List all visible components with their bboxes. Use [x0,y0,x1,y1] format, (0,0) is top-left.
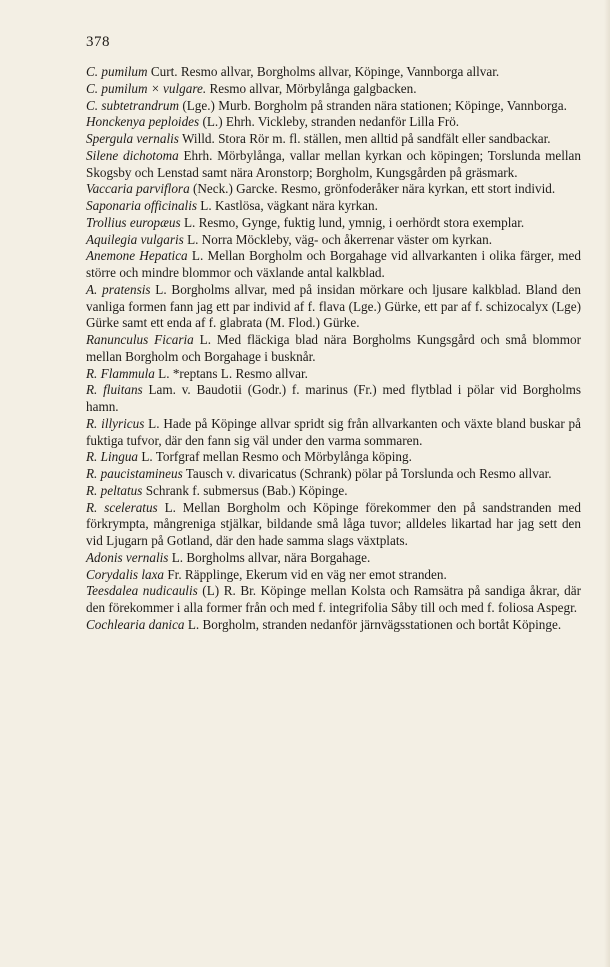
entry-text: L. Resmo, Gynge, fuktig lund, ymnig, i oerhördt stora exemplar. [180,214,525,230]
species-entry [86,215,581,232]
species-name: R. paucistamineus [86,466,183,481]
species-entry [86,232,581,249]
entry-text: L. *reptans L. Resmo allvar. [154,365,308,381]
entry-text: Curt. Resmo allvar, Borgholms allvar, Köpinge, Vannborga allvar. [147,64,500,79]
species-entry [86,366,581,383]
entry-text: (Neck.) Garcke. Resmo, grönfoderåker nära kyrkan, ett stort individ. [189,181,556,197]
species-name: Corydalis laxa [86,566,165,582]
entry-text: Fr. Räpplinge, Ekerum vid en väg ner emot stranden. [164,566,447,582]
species-name: Spergula vernalis [86,131,179,146]
entry-text: L. Borgholms allvar, nära Borgahage. [168,549,371,565]
species-name: R. illyricus [86,415,145,431]
species-name: A. pratensis [86,281,151,297]
species-name: Trollius europæus [86,214,181,230]
species-name: Cochlearia danica [86,616,185,632]
species-name: Adonis vernalis [86,549,169,565]
species-name: R. sceleratus [86,499,158,515]
entry-text: L. Mellan Borgholm och Köpinge förekommer den på sandstranden med förkrympta, mångreniga stjälkar, bildande små låga tuvor; alldeles likartad har jag sett den vid Ljugarn på Gotland, där den hade samma slags växtplats. [86,499,581,548]
species-entry [86,500,581,550]
species-entry [86,198,581,215]
entry-text: Tausch v. divaricatus (Schrank) pölar på Torslunda och Resmo allvar. [182,466,552,481]
entry-text: L. Hade på Köpinge allvar spridt sig från allvarkanten och växte bland buskar på fuktiga tufvor, där den fann sig väl under den varma sommaren. [86,415,581,448]
species-entry [86,550,581,567]
entry-text: L. Borgholms allvar, med på insidan mörkare och ljusare kalkblad. Bland den vanliga formen fann jag ett par individ af f. flava (Lge.) Gürke, ett par af f. schizocalyx (Lge) Gürke samt ett enda af f. glabrata (M. Flod.) Gürke. [86,281,581,331]
page-number: 378 [86,34,110,50]
entry-text: Schrank f. submersus (Bab.) Köpinge. [142,482,348,498]
entry-text: L. Torfgraf mellan Resmo och Mörbylånga köping. [138,449,412,465]
entry-text: Resmo allvar, Mörbylånga galgbacken. [206,80,417,96]
species-entry [86,248,581,282]
entry-text: L. Med fläckiga blad nära Borgholms Kungsgård och små blommor mellan Borgholm och Borgahage i busknår. [86,332,581,364]
species-entry [86,617,581,634]
species-entry [86,148,581,182]
species-entry [86,98,581,115]
species-entry [86,64,581,81]
species-name: Saponaria officinalis [86,198,197,213]
species-entry [86,449,581,466]
species-name: Honckenya peploides [86,114,200,130]
species-name: Anemone Hepatica [86,248,188,264]
species-name: R. Flammula [86,365,155,381]
page-body [86,64,581,634]
entry-text: Willd. Stora Rör m. fl. ställen, men alltid på sandfält eller sandbackar. [178,131,551,146]
entry-text: (L.) Ehrh. Vickleby, stranden nedanför Lilla Frö. [199,114,460,130]
species-entry [86,131,581,148]
species-entry [86,567,581,584]
entry-text: (L) R. Br. Köpinge mellan Kolsta och Ramsätra på sandiga åkrar, där den förekommer i alla former från och med f. integrifolia Såby till och med f. foliosa Aspegr. [86,583,581,615]
species-name: Vaccaria parviflora [86,181,190,197]
species-name: Aquilegia vulgaris [86,231,184,247]
species-entry [86,181,581,198]
species-name: R. fluitans [86,382,143,398]
species-entry [86,483,581,500]
entry-text: L. Mellan Borgholm och Borgahage vid allvarkanten i olika färger, med större och mindre blommor och växlande antal kalkblad. [86,248,581,280]
species-name: Ranunculus Ficaria [86,332,194,347]
species-entry [86,81,581,98]
species-entry [86,466,581,483]
entry-text: L. Kastlösa, vägkant nära kyrkan. [197,198,378,213]
species-name: R. peltatus [86,482,143,498]
entry-text: L. Norra Möckleby, väg- och åkerrenar väster om kyrkan. [183,231,493,247]
entry-text: (Lge.) Murb. Borgholm på stranden nära stationen; Köpinge, Vannborga. [179,97,567,113]
page-edge-shadow [604,0,610,967]
entry-text: Ehrh. Mörbylånga, vallar mellan kyrkan och köpingen; Torslunda mellan Skogsby och Lenstad samt nära Aronstorp; Borgholm, Kungsgården på gräsmark. [86,147,581,180]
species-name: Teesdalea nudicaulis [86,583,198,599]
species-entry [86,282,581,332]
species-name: C. pumilum [86,64,148,79]
species-entry [86,332,581,366]
species-entry [86,382,581,416]
species-entry [86,114,581,131]
species-name: R. Lingua [86,449,139,465]
species-entry [86,416,581,450]
entry-text: L. Borgholm, stranden nedanför järnvägsstationen och bortåt Köpinge. [184,616,562,632]
species-entry [86,583,581,617]
entry-text: Lam. v. Baudotii (Godr.) f. marinus (Fr.) med flytblad i pölar vid Borgholms hamn. [86,382,582,414]
species-name: C. subtetrandrum [86,97,180,113]
species-name: Silene dichotoma [86,147,179,163]
species-name: C. pumilum × vulgare. [86,80,207,96]
